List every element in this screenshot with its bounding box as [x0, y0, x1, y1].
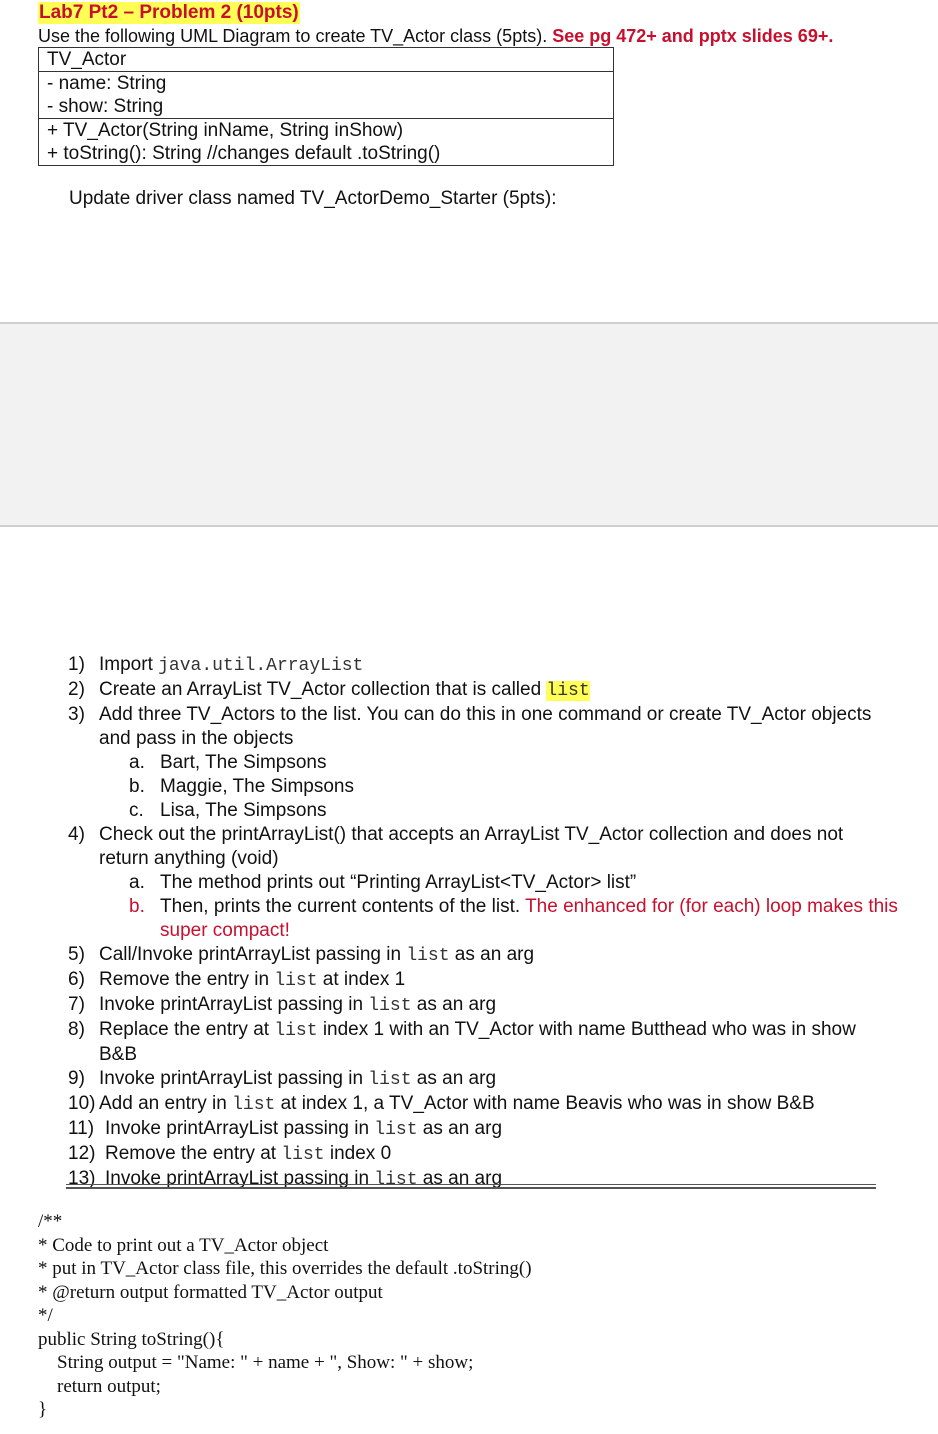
list-item	[68, 653, 898, 678]
code-line: String output = "Name: " + name + ", Show: " + show;	[38, 1352, 474, 1373]
step-text: Create an ArrayList TV_Actor collection that is called	[99, 679, 547, 700]
sub-step-text: Lisa, The Simpsons	[160, 800, 327, 821]
uml-field: - name: String	[47, 73, 167, 94]
uml-methods	[39, 118, 613, 165]
step-text: Add three TV_Actors to the list. You can do this in one command or create TV_Actor objects and pass in the objects	[99, 704, 872, 749]
uml-class-name: TV_Actor	[47, 49, 127, 70]
list-item	[68, 1092, 898, 1117]
code-line: return output;	[38, 1375, 161, 1397]
list-item	[68, 943, 898, 968]
step-text: Add an entry in	[99, 1093, 233, 1114]
instruction-subtitle	[38, 25, 833, 47]
step-number: 3)	[68, 704, 85, 725]
driver-heading: Update driver class named TV_ActorDemo_Starter (5pts):	[69, 188, 557, 209]
list-item	[68, 678, 898, 703]
step-number: 6)	[68, 969, 85, 990]
list-item	[68, 1117, 898, 1142]
step-number: 4)	[68, 824, 85, 845]
step-text: Import	[99, 654, 159, 675]
reference-note: See pg 472+ and pptx slides 69+.	[552, 26, 834, 46]
step-number: 9)	[68, 1068, 85, 1089]
code-inline: list	[374, 1120, 418, 1140]
step-number: 11)	[68, 1118, 95, 1139]
page-title: Lab7 Pt2 – Problem 2 (10pts)	[39, 2, 299, 23]
step-text: Remove the entry at	[105, 1143, 282, 1164]
code-inline: list	[406, 946, 450, 966]
code-inline: list	[274, 1021, 318, 1041]
code-line: */	[38, 1305, 53, 1326]
empty-panel-top	[0, 322, 938, 425]
step-text: Remove the entry in	[99, 969, 275, 990]
code-line: /**	[38, 1211, 63, 1232]
list-item	[68, 1067, 898, 1092]
divider	[66, 1184, 876, 1185]
step-text: Invoke printArrayList passing in	[105, 1168, 375, 1189]
code-inline: list	[368, 1070, 412, 1090]
uml-fields	[39, 71, 613, 118]
uml-method: + TV_Actor(String inName, String inShow)	[47, 120, 404, 141]
divider	[66, 1187, 876, 1189]
step-text: Replace the entry at	[99, 1019, 275, 1040]
step-number: 7)	[68, 994, 85, 1015]
step-text: Invoke printArrayList passing in	[99, 1068, 369, 1089]
code-line: * put in TV_Actor class file, this overrides the default .toString()	[38, 1258, 532, 1279]
uml-diagram	[38, 47, 614, 166]
sub-step-text: Maggie, The Simpsons	[160, 776, 354, 797]
code-line: }	[38, 1399, 48, 1420]
code-inline: list	[232, 1095, 276, 1115]
step-text: at index 1, a TV_Actor with name Beavis who was in show B&B	[275, 1093, 815, 1114]
step-text: as an arg	[417, 1168, 503, 1189]
code-inline: list	[274, 971, 318, 991]
uml-field: - show: String	[47, 96, 164, 117]
code-inline: list	[374, 1170, 418, 1190]
list-item	[68, 799, 898, 823]
step-number: 1)	[68, 654, 85, 675]
list-item	[68, 823, 898, 871]
code-line: public String toString(){	[38, 1328, 225, 1350]
step-number: 12)	[68, 1143, 96, 1164]
sub-step-text: The method prints out “Printing ArrayList<TV_Actor> list”	[160, 872, 637, 893]
sub-step-letter: b.	[129, 776, 145, 797]
step-text: Check out the printArrayList() that accepts an ArrayList TV_Actor collection and does not return anything (void)	[99, 824, 844, 869]
list-item	[68, 895, 898, 943]
step-text: as an arg	[449, 944, 535, 965]
empty-panel-bottom	[0, 423, 938, 527]
list-item	[68, 871, 898, 895]
step-text: index 1 with an TV_Actor with name Butthead who was in show B&B	[99, 1019, 856, 1065]
emphasis-note: The enhanced for (for each) loop makes this super compact!	[160, 896, 898, 941]
step-number: 13)	[68, 1168, 96, 1189]
step-text: Invoke printArrayList passing in	[99, 994, 369, 1015]
step-text: as an arg	[417, 1118, 503, 1139]
list-item	[68, 993, 898, 1018]
step-number: 10)	[68, 1093, 96, 1114]
sub-step-letter: a.	[129, 752, 145, 773]
step-number: 8)	[68, 1019, 85, 1040]
code-inline-highlighted: list	[546, 681, 590, 701]
step-text: index 0	[324, 1143, 392, 1164]
uml-method: + toString(): String //changes default .toString()	[47, 143, 441, 164]
list-item	[68, 775, 898, 799]
code-inline: java.util.ArrayList	[158, 656, 364, 676]
sub-step-text: Bart, The Simpsons	[160, 752, 327, 773]
sub-step-letter: a.	[129, 872, 145, 893]
steps-list	[68, 653, 898, 1192]
code-inline: list	[281, 1145, 325, 1165]
step-text: Invoke printArrayList passing in	[105, 1118, 375, 1139]
step-text: at index 1	[317, 969, 406, 990]
code-block	[38, 1210, 532, 1422]
step-text: Call/Invoke printArrayList passing in	[99, 944, 407, 965]
code-line: * Code to print out a TV_Actor object	[38, 1234, 329, 1256]
sub-step-text: Then, prints the current contents of the list.	[160, 896, 526, 917]
step-text: as an arg	[411, 994, 497, 1015]
subtitle-text: Use the following UML Diagram to create TV_Actor class (5pts).	[38, 26, 548, 46]
list-item	[68, 751, 898, 775]
list-item	[68, 1018, 898, 1067]
step-text: as an arg	[411, 1068, 497, 1089]
list-item	[68, 968, 898, 993]
step-number: 5)	[68, 944, 85, 965]
code-inline: list	[368, 996, 412, 1016]
code-line: * @return output formatted TV_Actor output	[38, 1281, 383, 1303]
sub-step-letter: b.	[129, 896, 145, 917]
step-number: 2)	[68, 679, 85, 700]
sub-step-letter: c.	[129, 800, 144, 821]
list-item	[68, 1142, 898, 1167]
list-item	[68, 703, 898, 751]
